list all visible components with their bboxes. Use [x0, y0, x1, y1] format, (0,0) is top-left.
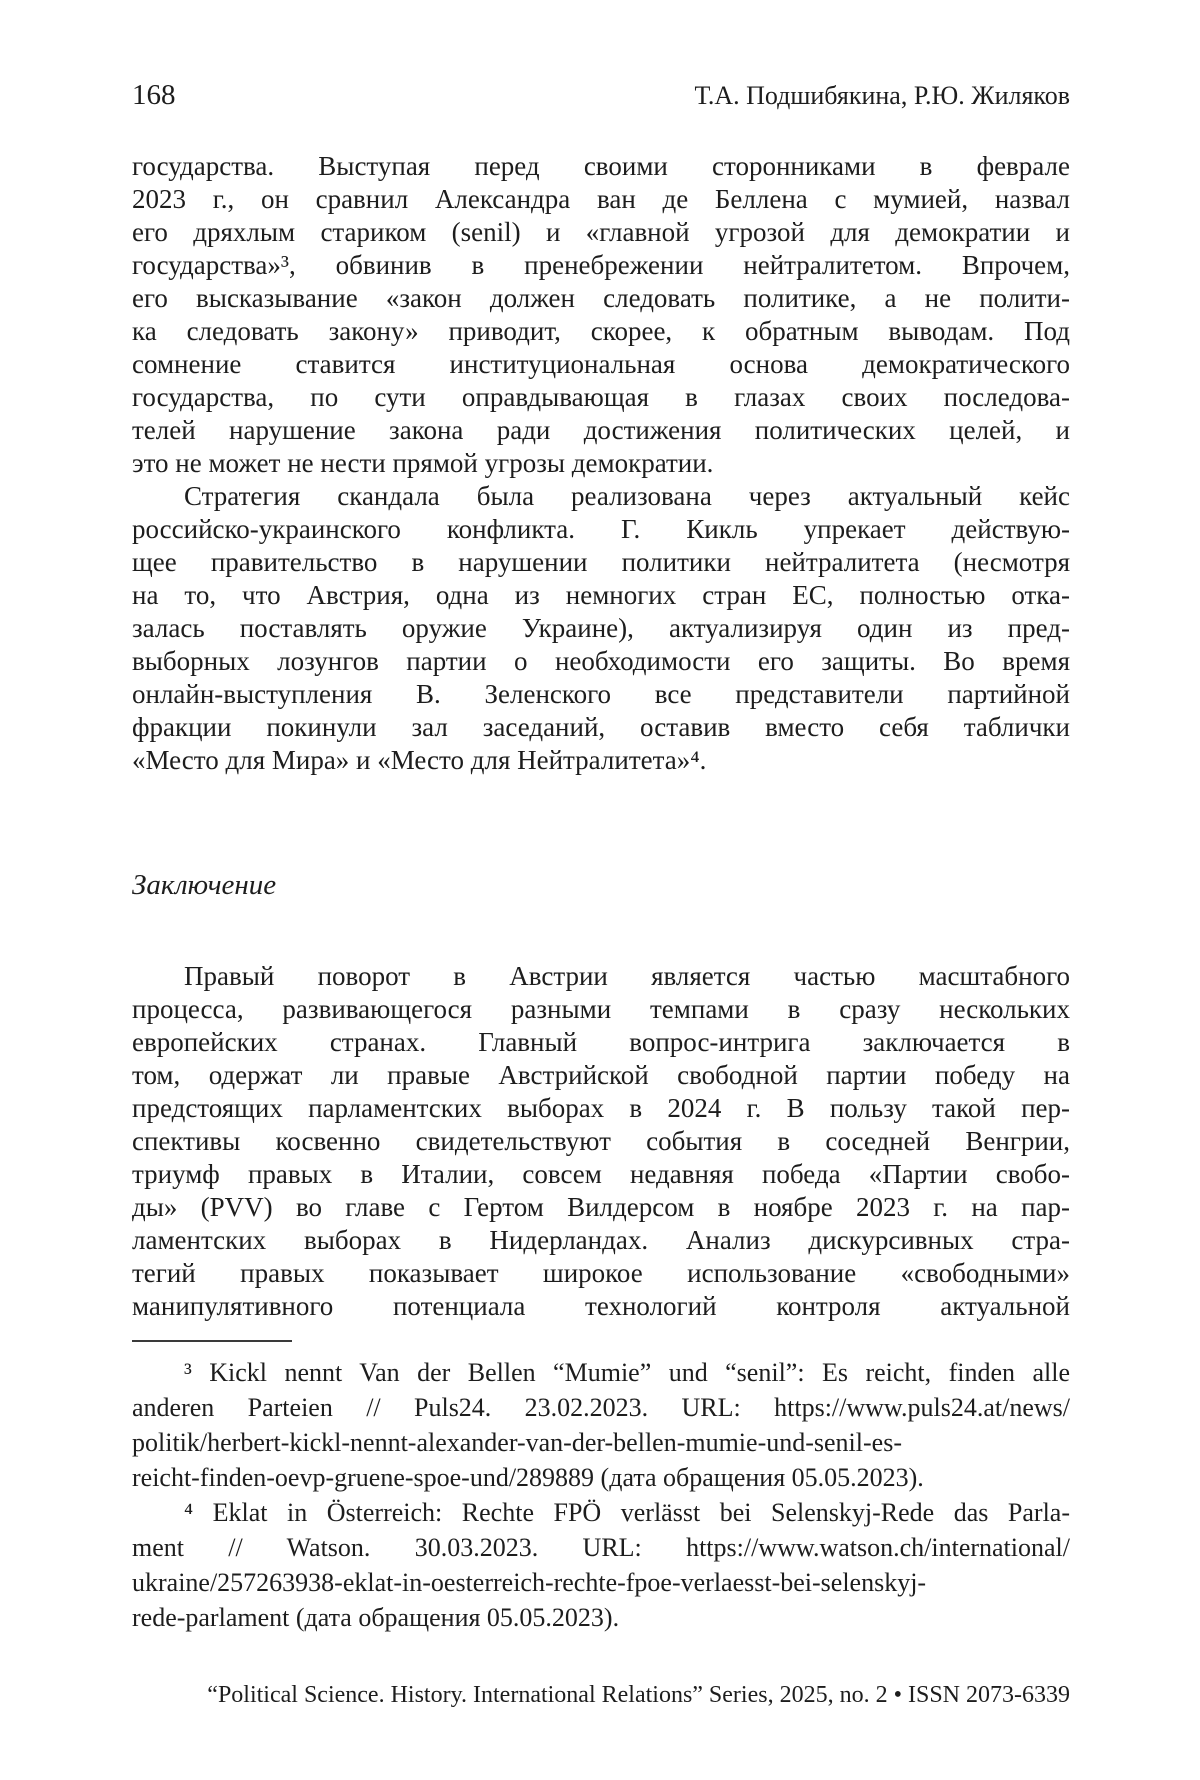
footnote-separator-rule	[132, 1340, 292, 1342]
text-line: ламентских выборах в Нидерландах. Анализ дискурсивных стра-	[132, 1225, 1070, 1255]
body-paragraph-2	[132, 480, 1070, 777]
journal-footer-text: “Political Science. History. International Relations” Series, 2025, no. 2 • ISSN 2073-6339	[207, 1682, 1070, 1708]
text-line: том, одержат ли правые Австрийской свободной партии победу на	[132, 1060, 1070, 1090]
text-line: это не может не нести прямой угрозы демократии.	[132, 448, 714, 478]
text-line: щее правительство в нарушении политики нейтралитета (несмотря	[132, 547, 1070, 577]
running-head	[132, 80, 1070, 110]
text-line: залась поставлять оружие Украине), актуализируя один из пред-	[132, 613, 1070, 643]
text-line: российско-украинского конфликта. Г. Кикль упрекает действую-	[132, 514, 1070, 544]
text-line: Стратегия скандала была реализована через актуальный кейс	[184, 481, 1070, 511]
text-line: ка следовать закону» приводит, скорее, к обратным выводам. Под	[132, 316, 1070, 346]
text-line: тегий правых показывает широкое использование «свободными»	[132, 1258, 1070, 1288]
text-line: на то, что Австрия, одна из немногих стран ЕС, полностью отка-	[132, 580, 1070, 610]
article-body	[132, 150, 1070, 777]
text-line: сомнение ставится институциональная основа демократического	[132, 349, 1070, 379]
text-line: politik/herbert-kickl-nennt-alexander-van-der-bellen-mumie-und-senil-es-	[132, 1428, 902, 1457]
text-line: государства, по сути оправдывающая в глазах своих последова-	[132, 382, 1070, 412]
text-line: его дряхлым стариком (senil) и «главной угрозой для демократии и	[132, 217, 1070, 247]
page-content	[132, 80, 1070, 1710]
text-line: предстоящих парламентских выборах в 2024 г. В пользу такой пер-	[132, 1093, 1070, 1123]
conclusion-paragraph	[132, 960, 1070, 1323]
text-line: процесса, развивающегося разными темпами в сразу нескольких	[132, 994, 1070, 1024]
text-line: спективы косвенно свидетельствуют события в соседней Венгрии,	[132, 1126, 1070, 1156]
text-line: ⁴ Eklat in Österreich: Rechte FPÖ verlässt bei Selenskyj-Rede das Parla-	[184, 1498, 1070, 1527]
body-paragraph-1	[132, 150, 1070, 480]
text-line: манипулятивного потенциала технологий контроля актуальной	[132, 1291, 1070, 1321]
text-line: reicht-finden-oevp-gruene-spoe-und/289889 (дата обращения 05.05.2023).	[132, 1463, 924, 1492]
text-line: ment // Watson. 30.03.2023. URL: https://www.watson.ch/international/	[132, 1533, 1070, 1562]
text-line: ды» (PVV) во главе с Гертом Вилдерсом в ноябре 2023 г. на пар-	[132, 1192, 1070, 1222]
text-line: европейских странах. Главный вопрос-интрига заключается в	[132, 1027, 1070, 1057]
text-line: «Место для Мира» и «Место для Нейтралитета»⁴.	[132, 745, 707, 775]
text-line: государства»³, обвинив в пренебрежении нейтралитетом. Впрочем,	[132, 250, 1070, 280]
text-line: ³ Kickl nennt Van der Bellen “Mumie” und “senil”: Es reicht, finden alle	[184, 1358, 1070, 1387]
section-heading-conclusion: Заключение	[132, 869, 277, 901]
journal-footer	[132, 1680, 1070, 1710]
text-line: Правый поворот в Австрии является частью масштабного	[184, 961, 1070, 991]
page-number: 168	[132, 79, 176, 111]
footnote-3	[132, 1355, 1070, 1495]
text-line: онлайн-выступления В. Зеленского все представители партийной	[132, 679, 1070, 709]
text-line: выборных лозунгов партии о необходимости его защиты. Во время	[132, 646, 1070, 676]
text-line: 2023 г., он сравнил Александра ван де Беллена с мумией, назвал	[132, 184, 1070, 214]
text-line: его высказывание «закон должен следовать политике, а не полити-	[132, 283, 1070, 313]
footnote-4	[132, 1495, 1070, 1635]
text-line: триумф правых в Италии, совсем недавняя победа «Партии свобо-	[132, 1159, 1070, 1189]
footnotes-block	[132, 1355, 1070, 1635]
text-line: ukraine/257263938-eklat-in-oesterreich-rechte-fpoe-verlaesst-bei-selenskyj-	[132, 1568, 927, 1597]
text-line: государства. Выступая перед своими сторонниками в феврале	[132, 151, 1070, 181]
text-line: телей нарушение закона ради достижения политических целей, и	[132, 415, 1070, 445]
text-line: anderen Parteien // Puls24. 23.02.2023. URL: https://www.puls24.at/news/	[132, 1393, 1070, 1422]
text-line: фракции покинули зал заседаний, оставив вместо себя таблички	[132, 712, 1070, 742]
text-line: rede-parlament (дата обращения 05.05.2023).	[132, 1603, 620, 1632]
running-head-authors: Т.А. Подшибякина, Р.Ю. Жиляков	[694, 81, 1070, 110]
